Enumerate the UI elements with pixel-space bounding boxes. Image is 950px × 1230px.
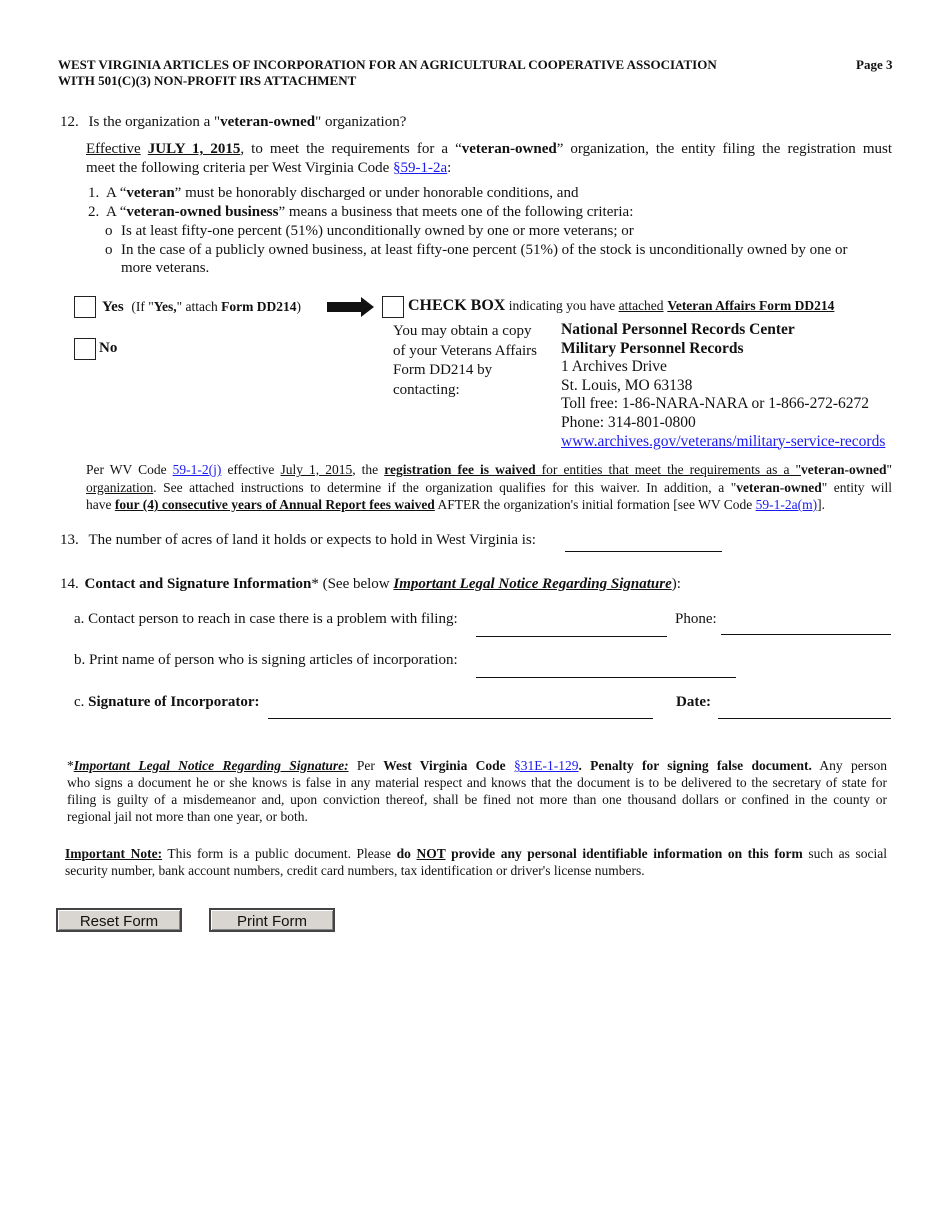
fee-text-4: for entities that meet the requirements as a " (535, 462, 801, 477)
fee-waived-bold: registration fee is waived (384, 462, 536, 477)
criteria-2-bold: veteran-owned business (126, 204, 279, 220)
fee-text-5: " (886, 462, 892, 477)
check-box-attached: attached (618, 298, 664, 313)
q14-notice-ref: Important Legal Notice Regarding Signature (393, 576, 672, 592)
criteria-1-number: 1. (88, 185, 100, 201)
q13-number: 13. (60, 532, 79, 548)
signature-field[interactable] (268, 718, 653, 719)
criteria-item-1 (88, 184, 633, 203)
check-box-form: Veteran Affairs Form DD214 (667, 298, 835, 313)
code-59-1-2a-link[interactable]: §59-1-2a (392, 160, 448, 176)
yes-note-pre: (If " (131, 299, 154, 314)
note-line-2: security number, bank account numbers, credit card numbers, tax identification or driver's license numbers. (65, 863, 645, 878)
fee-waiver-paragraph (86, 461, 892, 514)
note-bold: provide any personal identifiable information on this form (445, 846, 803, 861)
q14-star: * (See below (311, 576, 394, 592)
effective-bold: veteran-owned (461, 141, 557, 157)
right-arrow-icon (327, 297, 375, 317)
contact-person-label: a. Contact person to reach in case there is a problem with filing: (74, 611, 458, 627)
effective-word: Effective (86, 141, 141, 157)
criteria-item-2 (88, 203, 633, 222)
criteria-1-pre: A “ (105, 185, 127, 201)
no-option (99, 340, 117, 357)
code-31e-1-129-link[interactable]: §31E-1-129 (513, 758, 579, 773)
legal-notice (67, 757, 887, 825)
phone-field[interactable] (721, 634, 891, 635)
records-center-contact (561, 321, 885, 451)
yes-note (131, 299, 301, 314)
archives-url-link[interactable]: www.archives.gov/veterans/military-service-records (561, 432, 886, 450)
criteria-2-pre: A “ (105, 204, 127, 220)
obtain-line-3: Form DD214 by (393, 362, 493, 378)
contact-name-2: Military Personnel Records (561, 339, 744, 357)
fee-text-1: Per WV Code (86, 462, 173, 477)
obtain-line-2: of your Veterans Affairs (393, 342, 537, 359)
q12-number: 12. (60, 114, 79, 130)
fee-organization: organization (86, 479, 154, 495)
date-field[interactable] (718, 718, 891, 719)
fee-text-3: , the (352, 462, 385, 477)
yes-checkbox[interactable] (74, 296, 96, 318)
fee-line-2-veteran-owned: veteran-owned (736, 479, 822, 495)
code-59-1-2am-link[interactable]: 59-1-2a(m) (755, 497, 818, 512)
q12-text-post: " organization? (315, 114, 407, 130)
date-label-text: Date: (676, 694, 711, 710)
form-title (58, 57, 838, 89)
legal-code-bold: West Virginia Code (383, 758, 506, 773)
note-text-2: such as social (802, 846, 887, 861)
criteria-list (88, 184, 633, 222)
contact-toll-free: Toll free: 1-86-NARA-NARA or 1-866-272-6272 (561, 395, 870, 413)
effective-text-1: , to meet the requirements for a “ (240, 141, 462, 157)
check-box-mid: indicating you have (505, 298, 619, 313)
effective-text-2: ” organization, the entity filing the registration must (556, 141, 892, 157)
note-do: do (396, 846, 417, 861)
sub-criteria-2 (105, 241, 895, 260)
sub-criteria-2-line-1: In the case of a publicly owned business, at least fifty-one percent (51%) of the stock is unconditionally owned by one or (121, 241, 848, 258)
sub-criteria-1 (105, 222, 895, 241)
no-checkbox[interactable] (74, 338, 96, 360)
fee-line-2-end: " entity will (821, 479, 892, 495)
fee-veteran-owned: veteran-owned (801, 462, 887, 477)
q14-title: Contact and Signature Information (84, 576, 312, 592)
signature-prefix: c. (74, 694, 89, 710)
question-14 (60, 576, 681, 593)
fee-line-2: . See attached instructions to determine if the organization qualifies for this waiver. In addition, a " (153, 479, 737, 495)
signature-label (74, 694, 260, 711)
legal-star: * (67, 758, 74, 773)
obtain-line-1: You may obtain a copy (393, 323, 532, 339)
yes-note-form: Form DD214 (221, 299, 297, 314)
contact-person-field[interactable] (476, 636, 667, 637)
yes-note-mid: " attach (176, 299, 222, 314)
legal-dot: . (578, 758, 582, 773)
q12-text-bold: veteran-owned (220, 114, 316, 130)
contact-address-1: 1 Archives Drive (561, 358, 667, 376)
fee-text-2: effective (221, 462, 281, 477)
q14-number: 14. (60, 576, 79, 592)
criteria-1-post: ” must be honorably discharged or under honorable conditions, and (174, 185, 579, 201)
contact-phone: Phone: 314-801-0800 (561, 413, 696, 431)
sub-criteria-2-line-2: more veterans. (121, 260, 210, 276)
legal-text-2: who signs a document he or she knows is false in any material respect and knows that the document is to be delivered to the secretary of state for (67, 775, 887, 790)
obtain-copy-text (393, 322, 537, 400)
q13-text: The number of acres of land it holds or expects to hold in West Virginia is: (88, 532, 536, 548)
legal-text-1: Any person (811, 758, 887, 773)
legal-per: Per (348, 758, 384, 773)
fee-line-3-end: ]. (817, 497, 825, 512)
reset-form-button[interactable]: Reset Form (56, 908, 182, 932)
yes-note-bold: Yes, (153, 299, 177, 314)
legal-text-3: filing is guilty of a misdemeanor and, upon conviction thereof, shall be fined not more than one thousand dollars or confined in the county or (67, 792, 887, 807)
print-name-label: b. Print name of person who is signing articles of incorporation: (74, 652, 458, 668)
contact-name-1: National Personnel Records Center (561, 321, 795, 338)
check-box-bold: CHECK BOX (408, 297, 506, 314)
check-box-instruction (408, 297, 834, 315)
note-text-1: This form is a public document. Please (162, 846, 397, 861)
q14-close: ): (671, 576, 681, 592)
q12-text-pre: Is the organization a " (88, 114, 221, 130)
fee-line-3-bold: four (4) consecutive years of Annual Report fees waived (114, 497, 435, 512)
effective-date: JULY 1, 2015 (147, 141, 241, 157)
no-label: No (99, 340, 118, 356)
bullet-o-icon: o (105, 241, 113, 258)
criteria-1-bold: veteran (126, 185, 175, 201)
yes-label: Yes (102, 299, 124, 315)
dd214-attached-checkbox[interactable] (382, 296, 404, 318)
print-name-field[interactable] (476, 677, 736, 678)
code-59-1-2j-link[interactable]: 59-1-2(j) (172, 462, 222, 477)
acres-field[interactable] (565, 551, 722, 552)
sub-criteria-1-text: Is at least fifty-one percent (51%) unconditionally owned by one or more veterans; or (121, 223, 634, 239)
question-13 (60, 532, 536, 549)
fee-line-3-mid: AFTER the organization's initial formation [see WV Code (434, 497, 756, 512)
form-title-line2: WITH 501(C)(3) NON-PROFIT IRS ATTACHMENT (58, 73, 357, 88)
page-number: Page 3 (856, 57, 893, 72)
criteria-sub-list (105, 222, 895, 278)
obtain-line-4: contacting: (393, 381, 460, 398)
effective-colon: : (447, 160, 452, 176)
print-form-button[interactable]: Print Form (209, 908, 335, 932)
yes-note-post: ) (296, 299, 302, 314)
effective-line-2: meet the following criteria per West Virginia Code (86, 160, 393, 176)
note-title: Important Note: (65, 846, 163, 861)
effective-paragraph (86, 140, 892, 178)
criteria-2-number: 2. (88, 204, 100, 220)
important-note (65, 845, 887, 879)
fee-line-3-pre: have (86, 497, 115, 512)
legal-penalty: Penalty for signing false document. (581, 758, 812, 773)
legal-text-4: regional jail not more than one year, or both. (67, 809, 308, 824)
question-12 (60, 114, 406, 131)
fee-date: July 1, 2015 (280, 462, 353, 477)
legal-title: Important Legal Notice Regarding Signature: (73, 758, 349, 773)
form-title-line1: WEST VIRGINIA ARTICLES OF INCORPORATION FOR AN AGRICULTURAL COOPERATIVE ASSOCIATION (58, 57, 717, 72)
note-not: NOT (416, 846, 446, 861)
yes-option (102, 298, 301, 316)
contact-address-2: St. Louis, MO 63138 (561, 376, 693, 394)
criteria-2-post: ” means a business that meets one of the following criteria: (278, 204, 634, 220)
signature-label-text: Signature of Incorporator: (88, 694, 260, 710)
bullet-o-icon: o (105, 223, 113, 239)
phone-label: Phone: (675, 611, 717, 627)
date-label (676, 694, 711, 711)
